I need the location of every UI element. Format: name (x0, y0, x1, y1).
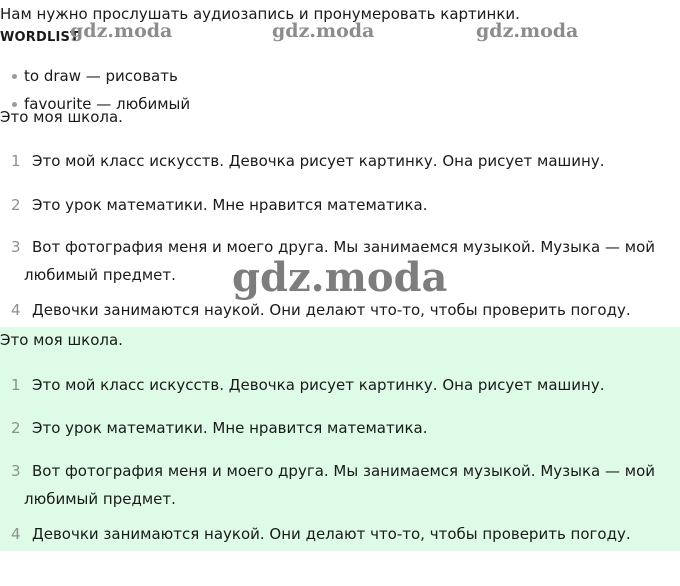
wordlist-item-text: favourite — любимый (24, 95, 191, 113)
item-text: Это мой класс искусств. Девочка рисует картинку. Она рисует машину. (32, 152, 605, 170)
item-number: 1 (11, 152, 21, 170)
watermark-logo: gdz.moda (232, 254, 448, 301)
wordlist-heading: WORDLIST (0, 30, 80, 45)
wordlist-item-text: to draw — рисовать (24, 67, 178, 85)
item-text: Это мой класс искусств. Девочка рисует картинку. Она рисует машину. (32, 376, 605, 394)
watermark-logo: gdz.moda (70, 20, 173, 42)
item-number: 2 (11, 419, 21, 437)
item-text: Девочки занимаются наукой. Они делают что-то, чтобы проверить погоду. (32, 301, 631, 319)
item-text: Это урок математики. Мне нравится математика. (32, 419, 428, 437)
watermark-logo: gdz.moda (272, 20, 375, 42)
item-number: 4 (11, 301, 21, 319)
bullet-icon (12, 74, 17, 79)
item-number: 2 (11, 196, 21, 214)
wordlist-item (0, 62, 240, 90)
item-number: 3 (11, 238, 21, 256)
item-text: Девочки занимаются наукой. Они делают что-то, чтобы проверить погоду. (32, 525, 631, 543)
block-title: Это моя школа. (0, 108, 123, 126)
item-text: Вот фотография меня и моего друга. Мы занимаемся музыкой. Музыка — мой (32, 462, 656, 480)
block-title: Это моя школа. (0, 331, 123, 349)
item-text: Это урок математики. Мне нравится математика. (32, 196, 428, 214)
item-text: Вот фотография меня и моего друга. Мы занимаемся музыкой. Музыка — мой (32, 238, 656, 256)
answer-block (0, 327, 680, 551)
item-number: 3 (11, 462, 21, 480)
task-instruction: Нам нужно прослушать аудиозапись и пронумеровать картинки. (0, 5, 520, 23)
item-text-continuation: любимый предмет. (24, 266, 176, 284)
item-number: 4 (11, 525, 21, 543)
item-number: 1 (11, 376, 21, 394)
watermark-logo: gdz.moda (476, 20, 579, 42)
item-text-continuation: любимый предмет. (24, 490, 176, 508)
wordlist (0, 62, 240, 113)
